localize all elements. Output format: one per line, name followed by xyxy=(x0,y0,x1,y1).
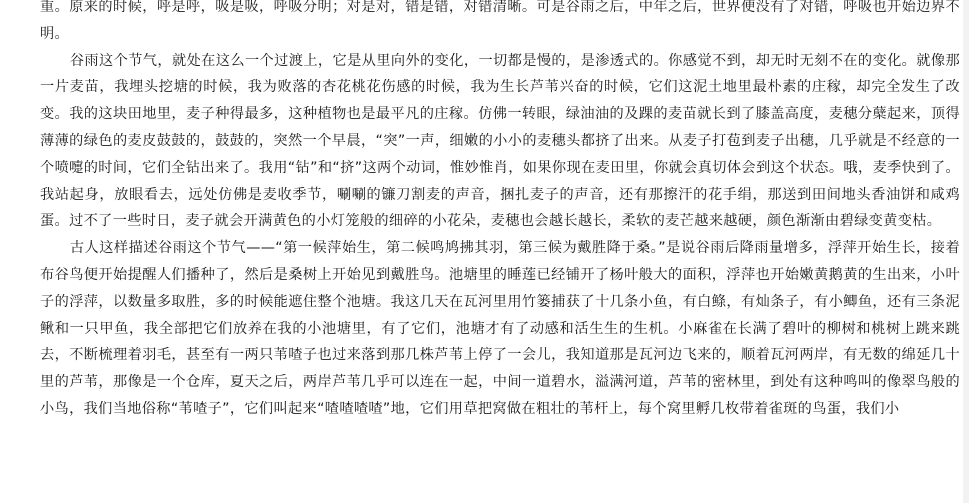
article-body xyxy=(40,0,960,423)
page-scrollbar[interactable] xyxy=(963,0,969,503)
paragraph-3: 古人这样描述谷雨这个节气——“第一候萍始生，第二候鸣鸠拂其羽，第三候为戴胜降于桑。”是说谷雨后降雨量增多，浮萍开始生长，接着布谷鸟便开始提醒人们播种了，然后是桑树上开始见到戴胜鸟。池塘里的睡莲已经铺开了杨叶般大的面积，浮萍也开始嫩黄鹅黄的生出来，小叶子的浮萍，以数量多取胜，多的时候能遮住整个池塘。我这几天在瓦河里用竹篓捕获了十几条小鱼，有白鲦，有灿条子，有小鲫鱼，还有三条泥鳅和一只甲鱼，我全部把它们放养在我的小池塘里，有了它们，池塘才有了动感和活生生的生机。小麻雀在长满了碧叶的柳树和桃树上跳来跳去，不断梳理着羽毛，甚至有一两只苇喳子也过来落到那几株芦苇上停了一会儿，我知道那是瓦河边飞来的，顺着瓦河两岸，有无数的绵延几十里的芦苇，那像是一个仓库，夏天之后，两岸芦苇几乎可以连在一起，中间一道碧水，溢满河道，芦苇的密林里，到处有这种鸣叫的像翠鸟般的小鸟，我们当地俗称“苇喳子”，它们叫起来“喳喳喳喳”地，它们用草把窝做在粗壮的苇杆上，每个窝里孵几枚带着雀斑的鸟蛋，我们小 xyxy=(40,240,960,417)
paragraph-1: 重。原来的时候，呼是呼，吸是吸，呼吸分明；对是对，错是错，对错清晰。可是谷雨之后，中年之后，世界便没有了对错，呼吸也开始边界不明。 xyxy=(40,0,960,42)
paragraph-2: 谷雨这个节气，就处在这么一个过渡上，它是从里向外的变化，一切都是慢的，是渗透式的。你感觉不到，却无时无刻不在的变化。就像那一片麦苗，我埋头挖塘的时候，我为败落的杏花桃花伤感的时候，我为生长芦苇兴奋的时候，它们这泥土地里最朴素的庄稼，却完全发生了改变。我的这块田地里，麦子种得最多，这种植物也是最平凡的庄稼。仿佛一转眼，绿油油的及踝的麦苗就长到了膝盖高度，麦穗分蘖起来，顶得薄薄的绿色的麦皮鼓鼓的，鼓鼓的，突然一个早晨，“突”一声，细嫩的小小的麦穗头都挤了出来。从麦子打苞到麦子出穗，几乎就是不经意的一个喷嚏的时间，它们全钻出来了。我用“钻”和“挤”这两个动词，惟妙惟肖，如果你现在麦田里，你就会真切体会到这个状态。哦，麦季快到了。我站起身，放眼看去，远处仿佛是麦收季节，唰唰的镰刀割麦的声音，捆扎麦子的声音，还有那擦汗的花手绢，那送到田间地头香油饼和咸鸡蛋。过不了一些时日，麦子就会开满黄色的小灯笼般的细碎的小花朵，麦穗也会越长越长，柔软的麦芒越来越硬，颜色渐渐由碧绿变黄变枯。 xyxy=(40,52,960,230)
